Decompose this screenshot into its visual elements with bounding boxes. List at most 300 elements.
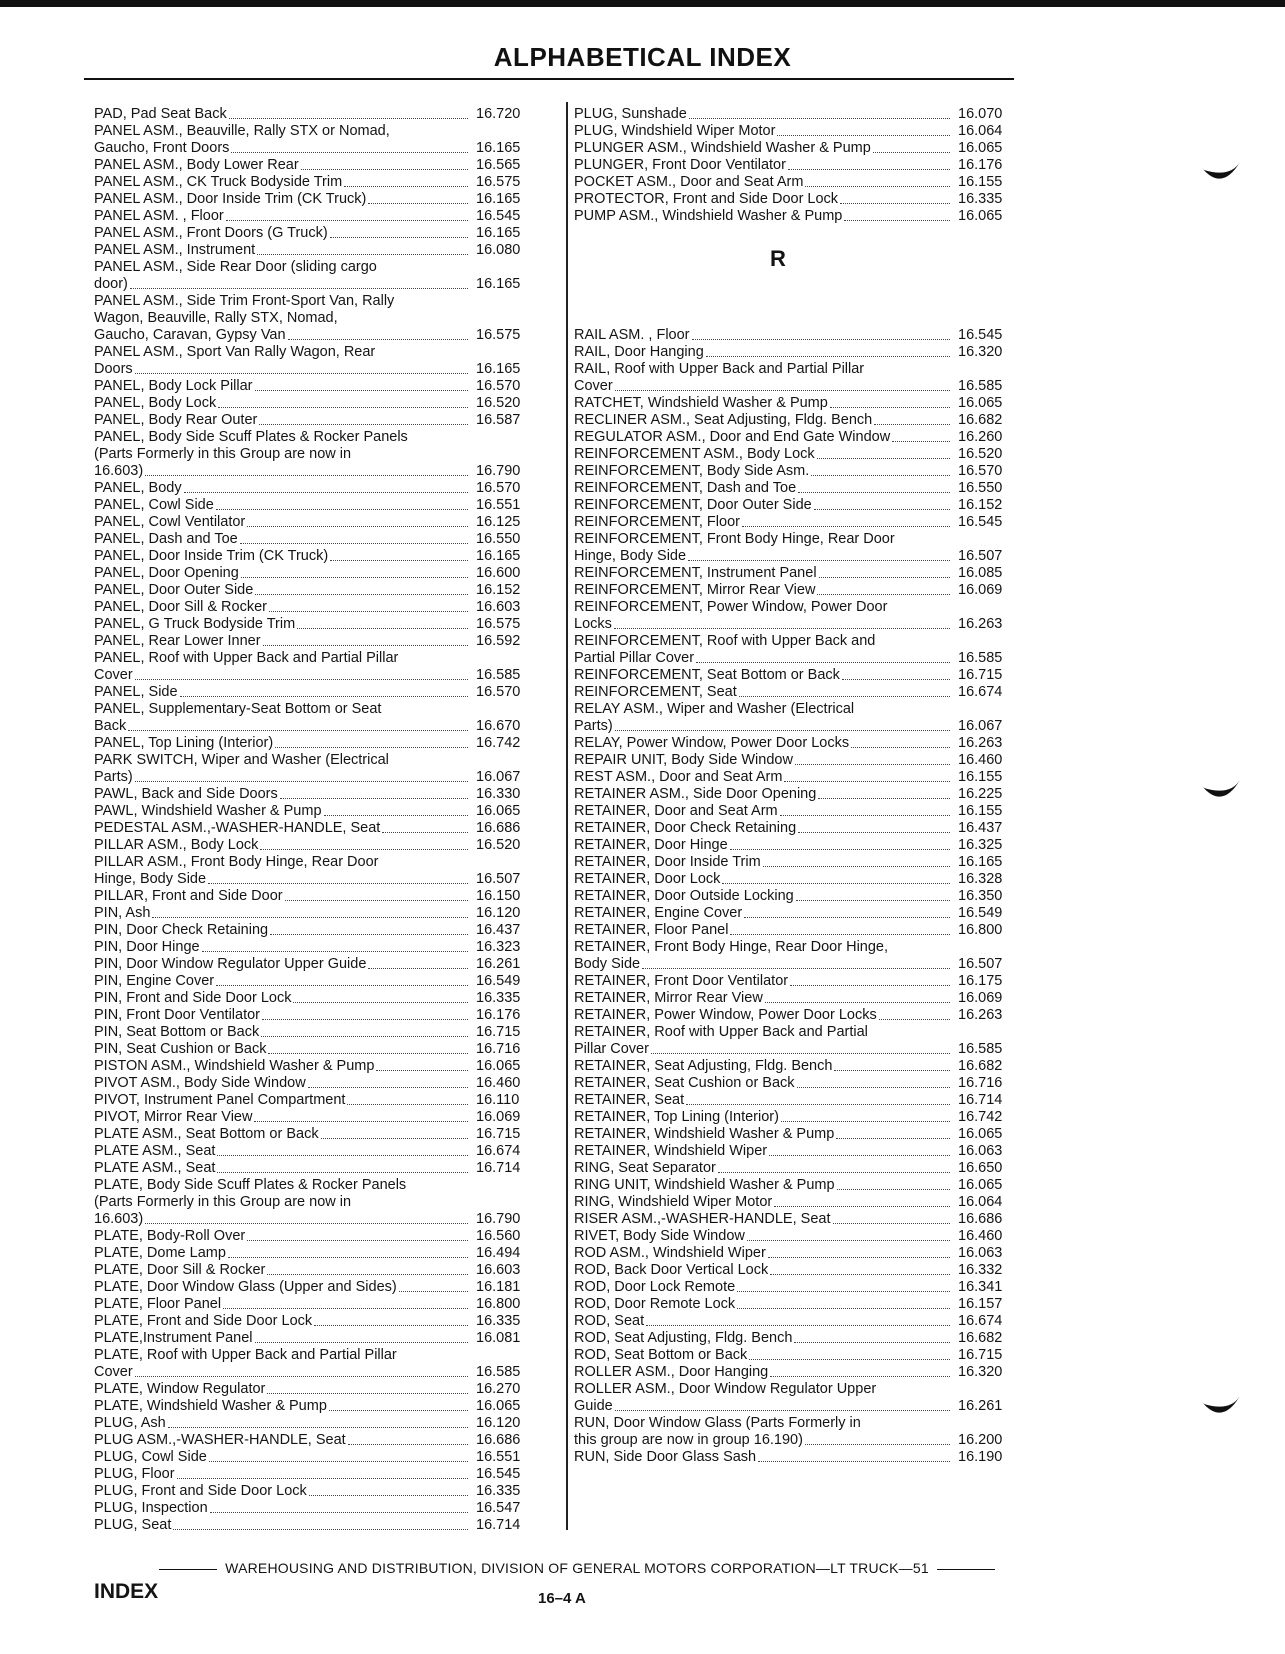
index-entry-name: PLUG, Ash	[94, 1415, 166, 1431]
index-entry	[94, 497, 560, 514]
index-entry-page: 16.065	[958, 140, 1003, 156]
index-entry-name: ROD, Seat Adjusting, Fldg. Bench	[574, 1330, 793, 1346]
index-entry-page: 16.549	[958, 905, 1003, 921]
leader-dots	[817, 457, 950, 459]
index-entry-name: RETAINER, Mirror Rear View	[574, 990, 763, 1006]
index-entry-name: ROD, Back Door Vertical Lock	[574, 1262, 769, 1278]
index-entry-name: PIVOT ASM., Body Side Window	[94, 1075, 306, 1091]
index-entry	[574, 888, 1042, 905]
leader-dots	[739, 695, 950, 697]
index-entry-page: 16.165	[476, 361, 521, 377]
leader-dots	[790, 984, 950, 986]
index-entry	[94, 1007, 560, 1024]
index-entry	[574, 531, 1042, 565]
index-entry-name: PANEL, Body	[94, 480, 182, 496]
index-entry-page: 16.437	[958, 820, 1003, 836]
index-entry	[574, 1160, 1042, 1177]
index-entry	[574, 854, 1042, 871]
leader-dots	[241, 576, 468, 578]
leader-dots	[382, 831, 468, 833]
leader-dots	[642, 967, 950, 969]
index-entry	[574, 344, 1042, 361]
index-entry-page: 16.460	[958, 752, 1003, 768]
index-entry-name: PANEL ASM., Side Rear Door (sliding cargo door)	[94, 259, 377, 292]
index-entry-name: RAIL, Door Hanging	[574, 344, 704, 360]
index-entry-name: ROLLER ASM., Door Window Regulator Upper Guide	[574, 1381, 877, 1414]
index-entry-name: PIN, Seat Bottom or Back	[94, 1024, 260, 1040]
leader-dots	[376, 1069, 468, 1071]
index-entry	[574, 1143, 1042, 1160]
index-entry	[94, 752, 560, 786]
index-entry	[94, 1160, 560, 1177]
index-entry	[574, 1262, 1042, 1279]
index-entry-name: RETAINER, Power Window, Power Door Locks	[574, 1007, 877, 1023]
leader-dots	[737, 1307, 950, 1309]
index-entry	[574, 871, 1042, 888]
leader-dots	[794, 1341, 950, 1343]
index-entry-name: ROD, Door Remote Lock	[574, 1296, 736, 1312]
index-entry-page: 16.263	[958, 1007, 1003, 1023]
leader-dots	[257, 253, 468, 255]
index-entry-name: RETAINER, Roof with Upper Back and Partial Pillar Cover	[574, 1024, 868, 1057]
index-entry-name: PANEL, G Truck Bodyside Trim	[94, 616, 296, 632]
leader-dots	[330, 559, 468, 561]
index-entry-page: 16.520	[476, 395, 521, 411]
index-entry	[94, 480, 560, 497]
leader-dots	[314, 1324, 468, 1326]
index-entry-name: PLUG, Seat	[94, 1517, 172, 1533]
index-entry-name: PANEL ASM., Instrument	[94, 242, 256, 258]
index-entry-name: RELAY, Power Window, Power Door Locks	[574, 735, 850, 751]
index-entry-page: 16.790	[476, 1211, 521, 1227]
index-entry-name: PIN, Door Hinge	[94, 939, 200, 955]
index-entry	[94, 395, 560, 412]
index-entry-page: 16.507	[958, 956, 1003, 972]
leader-dots	[692, 338, 951, 340]
index-entry-name: RING, Seat Separator	[574, 1160, 716, 1176]
index-entry-page: 16.190	[958, 1449, 1003, 1465]
index-entry-page: 16.155	[958, 174, 1003, 190]
top-border-rule	[0, 0, 1285, 7]
leader-dots	[368, 967, 468, 969]
leader-dots	[722, 882, 950, 884]
index-entry-name: PANEL, Rear Lower Inner	[94, 633, 261, 649]
leader-dots	[646, 1324, 950, 1326]
index-entry-name: PANEL ASM., Beauville, Rally STX or Nomad, Gaucho, Front Doors	[94, 123, 390, 156]
index-entry	[574, 1126, 1042, 1143]
index-entry-name: PANEL, Cowl Ventilator	[94, 514, 246, 530]
index-entry	[94, 803, 560, 820]
index-entry	[94, 344, 560, 378]
leader-dots	[329, 1409, 468, 1411]
index-entry-page: 16.570	[476, 378, 521, 394]
index-entry-page: 16.065	[958, 395, 1003, 411]
index-entry-name: PLUG, Front and Side Door Lock	[94, 1483, 307, 1499]
index-entry	[574, 803, 1042, 820]
index-entry-page: 16.335	[476, 990, 521, 1006]
binder-hole-mark-icon	[1200, 776, 1244, 806]
index-entry-name: PLATE, Body Side Scuff Plates & Rocker Panels (Parts Formerly in this Group are now in 16.603)	[94, 1177, 407, 1227]
leader-dots	[135, 678, 468, 680]
index-entry	[94, 1024, 560, 1041]
index-entry-name: PAWL, Back and Side Doors	[94, 786, 278, 802]
leader-dots	[145, 1222, 468, 1224]
leader-dots	[615, 1409, 950, 1411]
leader-dots	[763, 865, 950, 867]
index-entry-name: RECLINER ASM., Seat Adjusting, Fldg. Bench	[574, 412, 873, 428]
index-entry	[574, 1058, 1042, 1075]
leader-dots	[805, 185, 950, 187]
index-entry	[94, 1109, 560, 1126]
index-entry	[574, 174, 1042, 191]
title-rule	[84, 78, 1014, 80]
index-entry	[574, 1211, 1042, 1228]
index-entry-name: PANEL ASM., Side Trim Front-Sport Van, Rally Wagon, Beauville, Rally STX, Nomad, Gaucho, Caravan, Gypsy Van	[94, 293, 395, 343]
index-entry-page: 16.714	[958, 1092, 1003, 1108]
index-entry-name: REINFORCEMENT, Dash and Toe	[574, 480, 797, 496]
index-entry	[94, 1177, 560, 1228]
index-entry	[94, 293, 560, 344]
index-entry	[94, 973, 560, 990]
index-entry-page: 16.081	[476, 1330, 521, 1346]
index-entry	[94, 616, 560, 633]
index-entry-name: PLATE, Front and Side Door Lock	[94, 1313, 313, 1329]
index-entry-page: 16.560	[476, 1228, 521, 1244]
index-entry-name: PLATE, Door Window Glass (Upper and Sides)	[94, 1279, 397, 1295]
index-entry-name: REINFORCEMENT, Seat	[574, 684, 737, 700]
leader-dots	[689, 117, 950, 119]
index-entry-page: 16.063	[958, 1143, 1003, 1159]
index-entry-page: 16.176	[958, 157, 1003, 173]
leader-dots	[614, 627, 950, 629]
index-entry	[574, 1279, 1042, 1296]
index-entry-name: ROD, Seat	[574, 1313, 645, 1329]
index-entry	[94, 157, 560, 174]
index-entry-page: 16.157	[958, 1296, 1003, 1312]
index-entry	[574, 1092, 1042, 1109]
index-entry-page: 16.328	[958, 871, 1003, 887]
index-entry	[94, 1483, 560, 1500]
index-entry-name: PILLAR ASM., Front Body Hinge, Rear Door Hinge, Body Side	[94, 854, 379, 887]
index-entry-name: PLATE, Windshield Washer & Pump	[94, 1398, 327, 1414]
index-entry	[574, 565, 1042, 582]
leader-dots	[798, 491, 950, 493]
index-entry	[574, 820, 1042, 837]
index-entry-name: REINFORCEMENT, Front Body Hinge, Rear Door Hinge, Body Side	[574, 531, 895, 564]
index-entry-name: PAWL, Windshield Washer & Pump	[94, 803, 322, 819]
index-entry-page: 16.545	[476, 1466, 521, 1482]
index-entry	[574, 701, 1042, 735]
index-entry-name: PANEL ASM., Body Lower Rear	[94, 157, 299, 173]
index-entry-page: 16.065	[958, 1126, 1003, 1142]
index-entry	[574, 684, 1042, 701]
leader-dots	[288, 338, 468, 340]
leader-dots	[842, 678, 950, 680]
index-entry	[94, 786, 560, 803]
index-entry-name: PLATE, Floor Panel	[94, 1296, 222, 1312]
index-entry-name: PIN, Front Door Ventilator	[94, 1007, 261, 1023]
index-entry-page: 16.176	[476, 1007, 521, 1023]
index-entry	[574, 990, 1042, 1007]
index-entry-page: 16.674	[958, 1313, 1003, 1329]
index-entry-page: 16.674	[958, 684, 1003, 700]
index-entry-page: 16.715	[476, 1126, 521, 1142]
index-entry-name: PIN, Door Check Retaining	[94, 922, 269, 938]
index-entry-page: 16.565	[476, 157, 521, 173]
index-entry	[94, 888, 560, 905]
index-entry-page: 16.715	[958, 667, 1003, 683]
footer-section-label: INDEX	[94, 1580, 159, 1603]
leader-dots	[254, 1120, 468, 1122]
leader-dots	[263, 644, 468, 646]
leader-dots	[255, 593, 468, 595]
index-entry-name: PIN, Front and Side Door Lock	[94, 990, 292, 1006]
index-entry-name: RETAINER, Front Door Ventilator	[574, 973, 789, 989]
leader-dots	[217, 1154, 468, 1156]
index-entry	[94, 242, 560, 259]
section-letter-r: R	[770, 246, 786, 271]
index-entry-page: 16.069	[958, 582, 1003, 598]
leader-dots	[229, 117, 468, 119]
leader-dots	[774, 1205, 950, 1207]
index-entry	[94, 1092, 560, 1109]
index-entry-page: 16.320	[958, 1364, 1003, 1380]
index-entry-page: 16.065	[476, 1058, 521, 1074]
index-entry-name: PANEL, Side	[94, 684, 178, 700]
index-entry-name: ROD, Seat Bottom or Back	[574, 1347, 748, 1363]
index-entry-page: 16.585	[476, 1364, 521, 1380]
index-entry	[94, 208, 560, 225]
index-entry-name: RETAINER, Door Outside Locking	[574, 888, 794, 904]
leader-dots	[202, 950, 468, 952]
index-entry-name: PLATE, Roof with Upper Back and Partial Pillar Cover	[94, 1347, 397, 1380]
index-entry-name: PILLAR ASM., Body Lock	[94, 837, 259, 853]
index-entry-page: 16.120	[476, 905, 521, 921]
index-column-left	[94, 106, 560, 1534]
index-entry-page: 16.341	[958, 1279, 1003, 1295]
index-entry-name: PANEL ASM. , Floor	[94, 208, 224, 224]
index-entry	[574, 429, 1042, 446]
index-entry	[574, 1347, 1042, 1364]
index-entry-page: 16.067	[476, 769, 521, 785]
index-entry-name: PIVOT, Instrument Panel Compartment	[94, 1092, 346, 1108]
leader-dots	[784, 780, 950, 782]
index-entry-name: RETAINER, Floor Panel	[574, 922, 729, 938]
leader-dots	[270, 933, 468, 935]
index-entry-page: 16.547	[476, 1500, 521, 1516]
index-entry	[574, 412, 1042, 429]
index-entry	[94, 1058, 560, 1075]
index-entry-name: PANEL, Top Lining (Interior)	[94, 735, 274, 751]
leader-dots	[851, 746, 950, 748]
index-entry	[94, 701, 560, 735]
leader-dots	[184, 491, 468, 493]
index-entry-page: 16.790	[476, 463, 521, 479]
leader-dots	[770, 1375, 950, 1377]
index-entry	[94, 191, 560, 208]
index-entry-page: 16.165	[476, 140, 521, 156]
index-entry	[94, 1279, 560, 1296]
index-entry-page: 16.674	[476, 1143, 521, 1159]
index-entry-name: PROTECTOR, Front and Side Door Lock	[574, 191, 839, 207]
index-entry-page: 16.686	[476, 820, 521, 836]
index-entry	[574, 1330, 1042, 1347]
index-entry-name: PARK SWITCH, Wiper and Washer (Electrical Parts)	[94, 752, 389, 785]
index-entry-page: 16.742	[958, 1109, 1003, 1125]
leader-dots	[781, 1120, 950, 1122]
index-entry-page: 16.152	[958, 497, 1003, 513]
index-entry-name: REPAIR UNIT, Body Side Window	[574, 752, 793, 768]
binder-hole-mark-icon	[1200, 158, 1244, 188]
index-entry-page: 16.065	[476, 803, 521, 819]
index-entry-name: RAIL, Roof with Upper Back and Partial Pillar Cover	[574, 361, 865, 394]
leader-dots	[262, 1018, 468, 1020]
index-entry	[94, 1517, 560, 1534]
index-entry-page: 16.165	[476, 191, 521, 207]
index-entry-page: 16.460	[958, 1228, 1003, 1244]
index-entry-name: RATCHET, Windshield Washer & Pump	[574, 395, 828, 411]
index-entry	[574, 667, 1042, 684]
index-entry-name: PILLAR, Front and Side Door	[94, 888, 283, 904]
index-entry-page: 16.570	[958, 463, 1003, 479]
index-entry	[94, 684, 560, 701]
index-entry	[574, 395, 1042, 412]
index-entry-name: RUN, Door Window Glass (Parts Formerly in this group are now in group 16.190)	[574, 1415, 861, 1448]
leader-dots	[758, 1460, 950, 1462]
leader-dots	[209, 1460, 468, 1462]
index-entry-page: 16.585	[958, 650, 1003, 666]
leader-dots	[260, 848, 468, 850]
leader-dots	[216, 984, 468, 986]
leader-dots	[836, 1137, 950, 1139]
index-entry	[574, 361, 1042, 395]
leader-dots	[837, 1188, 950, 1190]
leader-dots	[747, 1239, 950, 1241]
index-entry-page: 16.270	[476, 1381, 521, 1397]
leader-dots	[210, 1511, 468, 1513]
index-entry-name: PANEL, Door Outer Side	[94, 582, 254, 598]
index-entry-page: 16.549	[476, 973, 521, 989]
leader-dots	[128, 729, 468, 731]
index-entry	[94, 1449, 560, 1466]
index-entry-name: PLUG, Floor	[94, 1466, 175, 1482]
index-entry-name: PANEL, Body Lock Pillar	[94, 378, 253, 394]
index-entry	[94, 956, 560, 973]
leader-dots	[796, 899, 950, 901]
index-entry	[94, 1228, 560, 1245]
index-entry-name: PLATE, Window Regulator	[94, 1381, 266, 1397]
index-entry	[574, 752, 1042, 769]
page-title: ALPHABETICAL INDEX	[493, 42, 792, 72]
index-entry-name: PANEL, Dash and Toe	[94, 531, 238, 547]
index-entry-page: 16.592	[476, 633, 521, 649]
index-entry-name: PANEL ASM., Front Doors (G Truck)	[94, 225, 328, 241]
index-entry-page: 16.715	[958, 1347, 1003, 1363]
leader-dots	[817, 593, 950, 595]
index-entry	[574, 514, 1042, 531]
index-entry	[574, 123, 1042, 140]
leader-dots	[145, 474, 468, 476]
index-entry-page: 16.069	[476, 1109, 521, 1125]
index-entry-page: 16.120	[476, 1415, 521, 1431]
index-entry	[94, 225, 560, 242]
index-entry-page: 16.064	[958, 1194, 1003, 1210]
index-entry-name: PANEL ASM., Sport Van Rally Wagon, Rear Doors	[94, 344, 376, 377]
index-entry-page: 16.320	[958, 344, 1003, 360]
index-entry-name: PANEL, Door Sill & Rocker	[94, 599, 267, 615]
index-entry-page: 16.070	[958, 106, 1003, 122]
leader-dots	[718, 1171, 950, 1173]
index-entry-page: 16.175	[958, 973, 1003, 989]
leader-dots	[228, 1256, 468, 1258]
index-entry-page: 16.585	[958, 1041, 1003, 1057]
index-entry-page: 16.570	[476, 684, 521, 700]
index-entry	[94, 820, 560, 837]
leader-dots	[217, 1171, 468, 1173]
index-entry	[94, 650, 560, 684]
index-entry-name: REST ASM., Door and Seat Arm	[574, 769, 783, 785]
leader-dots	[651, 1052, 950, 1054]
index-entry	[94, 1041, 560, 1058]
index-entry	[94, 1075, 560, 1092]
index-entry-name: REINFORCEMENT, Mirror Rear View	[574, 582, 816, 598]
index-entry	[574, 1364, 1042, 1381]
index-entry-name: RETAINER, Engine Cover	[574, 905, 743, 921]
index-entry	[94, 531, 560, 548]
leader-dots	[780, 814, 950, 816]
leader-dots	[399, 1290, 468, 1292]
index-entry-name: ROD ASM., Windshield Wiper	[574, 1245, 766, 1261]
leader-dots	[135, 372, 468, 374]
index-entry	[574, 1415, 1042, 1449]
leader-dots	[347, 1103, 468, 1105]
leader-dots	[749, 1358, 950, 1360]
leader-dots	[216, 508, 468, 510]
index-entry-page: 16.600	[476, 565, 521, 581]
index-entry-page: 16.714	[476, 1160, 521, 1176]
index-entry-name: ROLLER ASM., Door Hanging	[574, 1364, 769, 1380]
leader-dots	[833, 1222, 951, 1224]
index-entry	[574, 1007, 1042, 1024]
index-entry-page: 16.165	[476, 225, 521, 241]
index-entry-name: PANEL ASM., CK Truck Bodyside Trim	[94, 174, 343, 190]
index-entry-name: RETAINER, Seat Cushion or Back	[574, 1075, 795, 1091]
index-entry	[94, 735, 560, 752]
index-entry-name: PANEL, Roof with Upper Back and Partial Pillar Cover	[94, 650, 399, 683]
index-entry-page: 16.551	[476, 1449, 521, 1465]
index-entry-name: PLATE ASM., Seat	[94, 1160, 216, 1176]
index-entry	[94, 1415, 560, 1432]
index-entry-name: RISER ASM.,-WASHER-HANDLE, Seat	[574, 1211, 831, 1227]
index-entry-page: 16.067	[958, 718, 1003, 734]
index-entry-name: PIN, Engine Cover	[94, 973, 215, 989]
index-entry-name: REINFORCEMENT, Instrument Panel	[574, 565, 817, 581]
index-entry-name: PLUG, Windshield Wiper Motor	[574, 123, 776, 139]
index-entry-page: 16.603	[476, 599, 521, 615]
index-entry-name: RETAINER, Windshield Wiper	[574, 1143, 768, 1159]
index-entry-page: 16.682	[958, 412, 1003, 428]
index-entry	[94, 378, 560, 395]
leader-dots	[223, 1307, 468, 1309]
index-entry-name: PLUG, Sunshade	[574, 106, 687, 122]
leader-dots	[208, 882, 468, 884]
index-entry-name: PANEL, Supplementary-Seat Bottom or Seat Back	[94, 701, 382, 734]
index-entry-name: PUMP ASM., Windshield Washer & Pump	[574, 208, 843, 224]
footer-publisher-line	[112, 1560, 1042, 1576]
leader-dots	[130, 287, 468, 289]
index-entry-name: RETAINER, Door and Seat Arm	[574, 803, 778, 819]
index-entry-name: RETAINER, Windshield Washer & Pump	[574, 1126, 835, 1142]
